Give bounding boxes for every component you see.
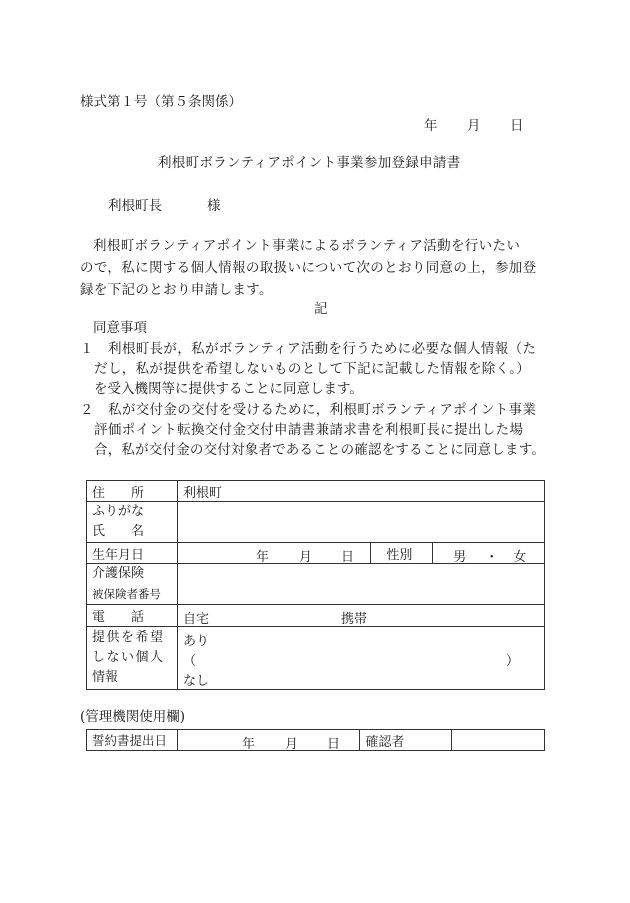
consent-item-2-line-3: 合，私が交付金の交付対象者であることの確認をすることに同意します。: [94, 442, 546, 458]
dob-day: 日: [340, 550, 354, 565]
gender-label: 性別: [371, 543, 433, 564]
consent-item-1-line-3: を受入機関等に提供することに同意します。: [94, 381, 363, 397]
info-field[interactable]: [177, 627, 544, 690]
info-yes[interactable]: あり: [182, 634, 209, 649]
info-no[interactable]: なし: [182, 674, 209, 689]
addressee-name: 利根町長: [108, 198, 162, 214]
pledge-month: 月: [284, 737, 298, 752]
document-title: 利根町ボランティアポイント事業参加登録申請書: [158, 155, 461, 171]
confirmer-label: 確認者: [360, 730, 452, 751]
info-label-3: 情報: [92, 670, 119, 685]
insurance-label-cell: [87, 564, 178, 605]
info-paren-open: （: [182, 654, 196, 669]
date-day-label: 日: [510, 118, 524, 134]
body-line-2: ので，私に関する個人情報の取扱いについて次のとおり同意の上，参加登: [80, 260, 537, 276]
consent-item-2-line-2: 評価ポイント転換交付金交付申請書兼請求書を利根町長に提出した場: [94, 422, 524, 438]
addressee-honorific: 様: [207, 198, 221, 214]
consent-item-2-number: ２: [80, 402, 94, 418]
address-row: [87, 481, 545, 502]
info-label-cell: [87, 627, 178, 690]
consent-item-2-line-1: 私が交付金の交付を受けるために，利根町ボランティアポイント事業: [108, 402, 537, 418]
date-month-label: 月: [467, 118, 481, 134]
insurance-number-field[interactable]: [177, 564, 544, 605]
pledge-day: 日: [326, 737, 340, 752]
consent-item-1-line-1: 利根町長が，私がボランティア活動を行うために必要な個人情報（た: [108, 341, 537, 357]
confirmer-field[interactable]: [452, 730, 545, 751]
body-line-3: 録を下記のとおり申請します。: [80, 282, 273, 298]
gender-male[interactable]: 男: [453, 550, 467, 565]
info-row: [87, 627, 545, 690]
pledge-year: 年: [241, 737, 255, 752]
phone-label: 電 話: [87, 605, 178, 627]
phone-row: [87, 605, 545, 627]
phone-field[interactable]: [177, 605, 544, 627]
admin-table: [86, 729, 545, 751]
address-label: 住 所: [87, 481, 178, 502]
ki-heading: 記: [314, 301, 328, 317]
gender-field[interactable]: [433, 543, 545, 564]
consent-heading: 同意事項: [93, 320, 147, 336]
body-line-1: 利根町ボランティアポイント事業によるボランティア活動を行いたい: [93, 238, 521, 254]
admin-row: [87, 730, 545, 751]
info-paren-close: ）: [505, 654, 519, 669]
phone-mobile-label: 携帯: [340, 612, 367, 627]
gender-separator: ・: [485, 550, 499, 565]
name-label: 氏 名: [92, 524, 145, 539]
form-number: 様式第１号（第５条関係）: [80, 94, 242, 110]
insurance-label-1: 介護保険: [92, 566, 145, 581]
info-label-1: 提供を希望: [92, 630, 165, 645]
dob-row: [87, 543, 545, 564]
pledge-date-label: 誓約書提出日: [87, 730, 178, 751]
insurance-row: [87, 564, 545, 605]
address-field[interactable]: 利根町: [177, 481, 544, 502]
dob-year: 年: [255, 550, 269, 565]
name-row: [87, 502, 545, 543]
date-year-label: 年: [424, 118, 438, 134]
dob-month: 月: [298, 550, 312, 565]
furigana-label: ふりがな: [92, 504, 145, 519]
consent-item-1-line-2: だし，私が提供を希望しないものとして下記に記載した情報を除く。）: [94, 361, 531, 377]
consent-item-1-number: １: [80, 341, 94, 357]
gender-female[interactable]: 女: [513, 550, 527, 565]
dob-label: 生年月日: [87, 543, 178, 564]
dob-field[interactable]: [177, 543, 370, 564]
pledge-date-field[interactable]: [177, 730, 359, 751]
name-field[interactable]: [177, 502, 544, 543]
name-label-cell: [87, 502, 178, 543]
insurance-label-2: 被保険者番号: [92, 587, 161, 601]
phone-home-label: 自宅: [182, 612, 209, 627]
info-label-2: しない個人: [92, 650, 165, 665]
admin-heading: (管理機関使用欄): [80, 709, 186, 725]
registration-table: [86, 480, 545, 690]
